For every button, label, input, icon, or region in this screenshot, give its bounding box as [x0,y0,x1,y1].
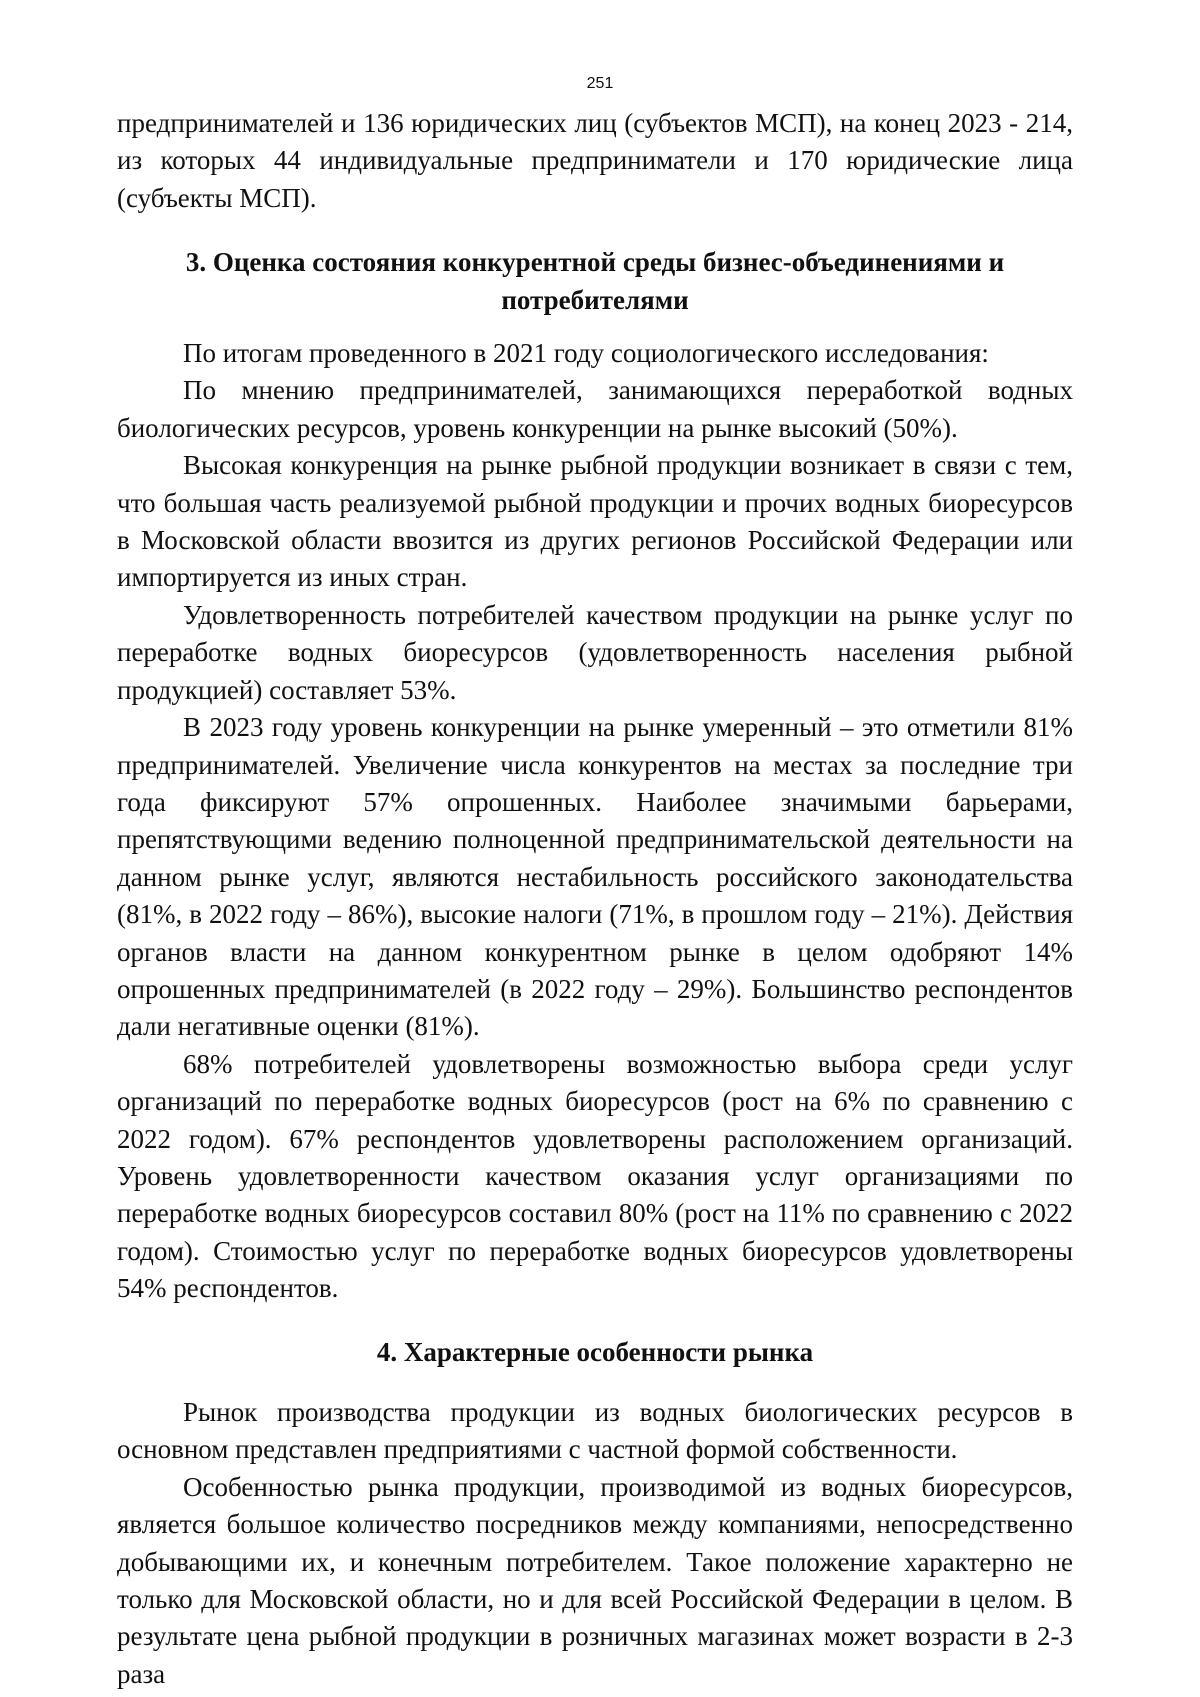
section-3-heading: 3. Оценка состояния конкурентной среды бизнес-объединениями и потребителями [185,247,1005,315]
section-4-paragraph: Особенностью рынка продукции, производимой из водных биоресурсов, является большое количество посредников между компаниями, непосредственно добывающими их, и конечным потребителем. Такое положение характерно не только для Московской области, но и для всей Российской Федерации в целом. В результате цена рыбной продукции в розничных магазинах может возрасти в 2-3 раза [117,1471,1073,1689]
section-3-paragraph: По итогам проведенного в 2021 году социологического исследования: [183,338,989,369]
section-3-paragraph: Удовлетворенность потребителей качеством продукции на рынке услуг по переработке водных биоресурсов (удовлетворенность населения рыбной продукцией) составляет 53%. [117,599,1073,705]
section-4-heading: 4. Характерные особенности рынка [376,1336,814,1367]
section-3-paragraph: В 2023 году уровень конкуренции на рынке умеренный – это отметили 81% предпринимателей. Увеличение числа конкурентов на местах за последние три года фиксируют 57% опрошенных. Наиболее значимыми барьерами, препятствующими ведению полноценной предпринимательской деятельности на данном рынке услуг, являются нестабильность российского законодательства (81%, в 2022 году – 86%), высокие налоги (71%, в прошлом году – 21%). Действия органов власти на данном конкурентном рынке в целом одобряют 14% опрошенных предпринимателей (в 2022 году – 29%). Большинство респондентов дали негативные оценки (81%). [117,712,1073,1042]
intro-paragraph: предпринимателей и 136 юридических лиц (субъектов МСП), на конец 2023 - 214, из которых 44 индивидуальные предприниматели и 170 юридические лица (субъекты МСП). [117,108,1073,213]
section-3-paragraph: Высокая конкуренция на рынке рыбной продукции возникает в связи с тем, что большая часть реализуемой рыбной продукции и прочих водных биоресурсов в Московской области ввозится из других регионов Российской Федерации или импортируется из иных стран. [117,450,1073,593]
section-4-paragraph: Рынок производства продукции из водных биологических ресурсов в основном представлен предприятиями с частной формой собственности. [117,1397,1073,1465]
section-3-paragraph: По мнению предпринимателей, занимающихся переработкой водных биологических ресурсов, уровень конкуренции на рынке высокий (50%). [117,375,1073,443]
page-number: 251 [586,75,614,92]
page-content [117,105,1073,1693]
section-3-paragraph: 68% потребителей удовлетворены возможностью выбора среди услуг организаций по переработке водных биоресурсов (рост на 6% по сравнению с 2022 годом). 67% респондентов удовлетворены расположением организаций. Уровень удовлетворенности качеством оказания услуг организациями по переработке водных биоресурсов составил 80% (рост на 11% по сравнению с 2022 годом). Стоимостью услуг по переработке водных биоресурсов удовлетворены 54% респондентов. [117,1048,1073,1304]
